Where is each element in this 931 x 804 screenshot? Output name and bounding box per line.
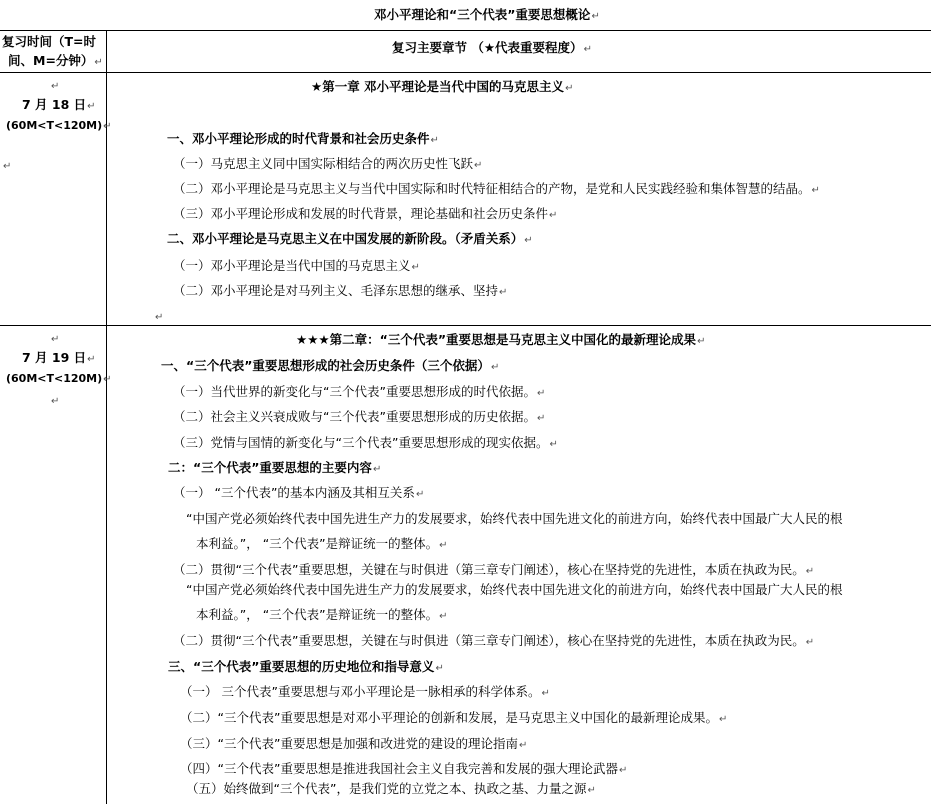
session1-date: 7 月 18 日↵ xyxy=(22,97,96,112)
document-title: 邓小平理论和“三个代表”重要思想概论↵ xyxy=(374,7,600,22)
chapter2-section1-item2: （二）社会主义兴衰成败与“三个代表”重要思想形成的历史依据。↵ xyxy=(173,409,546,424)
quote-line: “中国产党必须始终代表中国先进生产力的发展要求，始终代表中国先进文化的前进方向，始终代表中国最广大人民的根 xyxy=(186,511,843,526)
blank-line-mark: ↵ xyxy=(51,396,60,407)
chapter2-section3-item2: （二）“三个代表”重要思想是对邓小平理论的创新和发展，是马克思主义中国化的最新理论成果。↵ xyxy=(180,710,728,725)
chapter1-title: ★第一章 邓小平理论是当代中国的马克思主义↵ xyxy=(311,79,574,94)
chapter2-section2-heading: 二：“三个代表”重要思想的主要内容↵ xyxy=(168,460,382,475)
blank-line-mark: ↵ xyxy=(51,81,60,92)
chapter2-section3-item4: （四）“三个代表”重要思想是推进我国社会主义自我完善和发展的强大理论武器↵ xyxy=(180,761,628,776)
blank-line-mark: ↵ xyxy=(155,312,164,323)
chapter2-section2-item1: （一） “三个代表”的基本内涵及其相互关系↵ xyxy=(173,485,425,500)
chapter2-section2-item2-repeat: （二）贯彻“三个代表”重要思想，关键在与时俱进（第三章专门阐述），核心在坚持党的先进性，本质在执政为民。↵ xyxy=(173,633,815,648)
blank-line-mark: ↵ xyxy=(51,334,60,345)
chapter2-title: ★★★第二章：“三个代表”重要思想是马克思主义中国化的最新理论成果↵ xyxy=(296,332,706,347)
row-divider xyxy=(0,325,931,326)
session2-date: 7 月 19 日↵ xyxy=(22,350,96,365)
chapter2-section3-heading: 三、“三个代表”重要思想的历史地位和指导意义↵ xyxy=(168,659,444,674)
chapter2-section1-heading: 一、“三个代表”重要思想形成的社会历史条件（三个依据）↵ xyxy=(161,358,500,373)
chapter1-section2-item1: （一）邓小平理论是当代中国的马克思主义↵ xyxy=(173,258,420,273)
quote-line: “中国产党必须始终代表中国先进生产力的发展要求，始终代表中国先进文化的前进方向，始终代表中国最广大人民的根 xyxy=(186,582,843,597)
quote-line: 本利益。”， “三个代表”是辩证统一的整体。↵ xyxy=(196,536,448,551)
session1-duration: (60M<T<120M)↵ xyxy=(6,119,112,132)
chapter2-section3-item5: （五）始终做到“三个代表”，是我们党的立党之本、执政之基、力量之源↵ xyxy=(186,781,596,796)
chapter1-section1-item2: （二）邓小平理论是马克思主义与当代中国实际和时代特征相结合的产物，是党和人民实践经验和集体智慧的结晶。↵ xyxy=(173,181,820,196)
chapter1-section1-item1: （一）马克思主义同中国实际相结合的两次历史性飞跃↵ xyxy=(173,156,483,171)
chapter2-section1-item3: （三）党情与国情的新变化与“三个代表”重要思想形成的现实依据。↵ xyxy=(173,435,558,450)
chapter2-section3-item3: （三）“三个代表”重要思想是加强和改进党的建设的理论指南↵ xyxy=(180,736,528,751)
chapter1-section1-heading: 一、邓小平理论形成的时代背景和社会历史条件↵ xyxy=(167,131,439,146)
chapter1-section1-item3: （三）邓小平理论形成和发展的时代背景，理论基础和社会历史条件↵ xyxy=(173,206,558,221)
chapter2-section2-item2: （二）贯彻“三个代表”重要思想，关键在与时俱进（第三章专门阐述），核心在坚持党的先进性，本质在执政为民。↵ xyxy=(173,562,815,577)
session2-duration: (60M<T<120M)↵ xyxy=(6,372,112,385)
table-top-border xyxy=(0,30,931,31)
chapter2-section3-item1: （一） 三个代表”重要思想与邓小平理论是一脉相承的科学体系。↵ xyxy=(180,684,550,699)
column-divider xyxy=(106,30,107,804)
content-column-header: 复习主要章节 （★代表重要程度）↵ xyxy=(392,40,592,55)
header-bottom-border xyxy=(0,72,931,73)
chapter2-section1-item1: （一）当代世界的新变化与“三个代表”重要思想形成的时代依据。↵ xyxy=(173,384,546,399)
quote-line: 本利益。”， “三个代表”是辩证统一的整体。↵ xyxy=(196,607,448,622)
blank-line-mark: ↵ xyxy=(3,161,12,172)
time-column-header-line2: 间、M=分钟）↵ xyxy=(8,53,103,68)
time-column-header: 复习时间（T=时 xyxy=(2,34,97,49)
chapter1-section2-item2: （二）邓小平理论是对马列主义、毛泽东思想的继承、坚持↵ xyxy=(173,283,508,298)
chapter1-section2-heading: 二、邓小平理论是马克思主义在中国发展的新阶段。（矛盾关系）↵ xyxy=(167,231,533,246)
